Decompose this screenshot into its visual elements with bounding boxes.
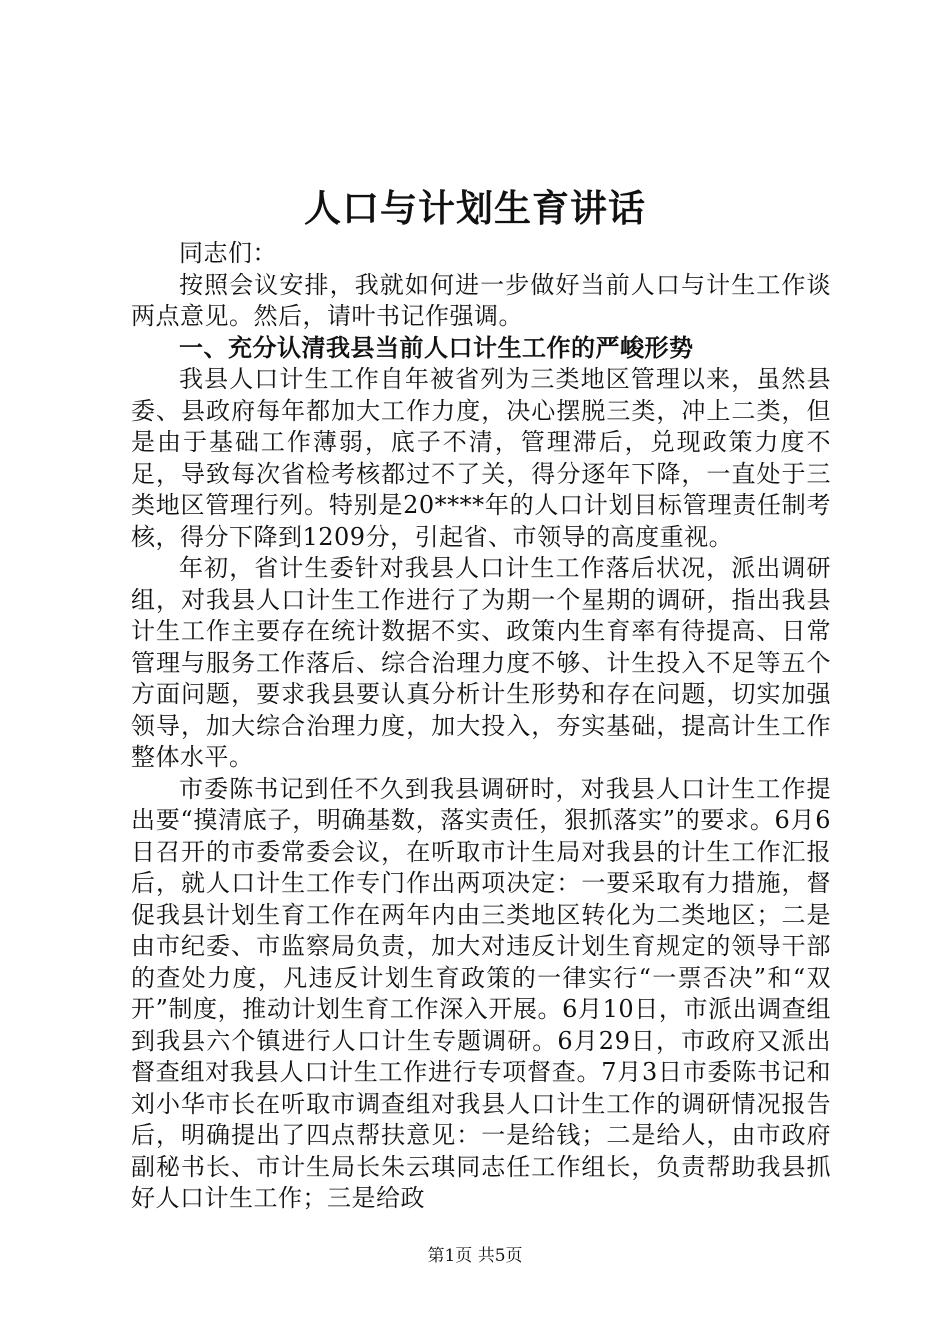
section-heading: 一、充分认清我县当前人口计生工作的严峻形势 xyxy=(179,333,694,362)
salutation: 同志们： xyxy=(179,239,277,267)
page-indicator: 第1页 共5页 xyxy=(427,1246,523,1266)
document-title: 人口与计划生育讲话 xyxy=(304,187,646,230)
body-paragraph: 市委陈书记到任不久到我县调研时，对我县人口计生工作提出要“摸清底子，明确基数，落实责任，狠抓落实”的要求。6月6日召开的市委常委会议，在听取市计生局对我县的计生工作汇报后，就人口计生工作专门作出两项决定：一要采取有力措施，督促我县计划生育工作在两年内由三类地区转化为二类地区；二是由市纪委、市监察局负责，加大对违反计划生育规定的领导干部的查处力度，凡违反计划生育政策的一律实行“一票否决”和“双开”制度，推动计划生育工作深入开展。6月10日，市派出调查组到我县六个镇进行人口计生专题调研。6月29日，市政府又派出督查组对我县人口计生工作进行专项督查。7月3日市委陈书记和刘小华市长在听取市调查组对我县人口计生工作的调研情况报告后，明确提出了四点帮扶意见：一是给钱；二是给人，由市政府副秘书长、市计生局长朱云琪同志任工作组长，负责帮助我县抓好人口计生工作；三是给政 xyxy=(131,774,831,1212)
intro-paragraph: 按照会议安排，我就如何进一步做好当前人口与计生工作谈两点意见。然后，请叶书记作强调。 xyxy=(131,270,831,330)
document-body xyxy=(131,238,831,1215)
body-paragraph: 我县人口计生工作自年被省列为三类地区管理以来，虽然县委、县政府每年都加大工作力度，决心摆脱三类，冲上二类，但是由于基础工作薄弱，底子不清，管理滞后，兑现政策力度不足，导致每次省检考核都过不了关，得分逐年下降，一直处于三类地区管理行列。特别是20****年的人口计划目标管理责任制考核，得分下降到1209分，引起省、市领导的高度重视。 xyxy=(131,365,831,551)
body-paragraph: 年初，省计生委针对我县人口计生工作落后状况，派出调研组，对我县人口计生工作进行了为期一个星期的调研，指出我县计生工作主要存在统计数据不实、政策内生育率有待提高、日常管理与服务工作落后、综合治理力度不够、计生投入不足等五个方面问题，要求我县要认真分析计生形势和存在问题，切实加强领导，加大综合治理力度，加大投入，夯实基础，提高计生工作整体水平。 xyxy=(131,554,831,771)
